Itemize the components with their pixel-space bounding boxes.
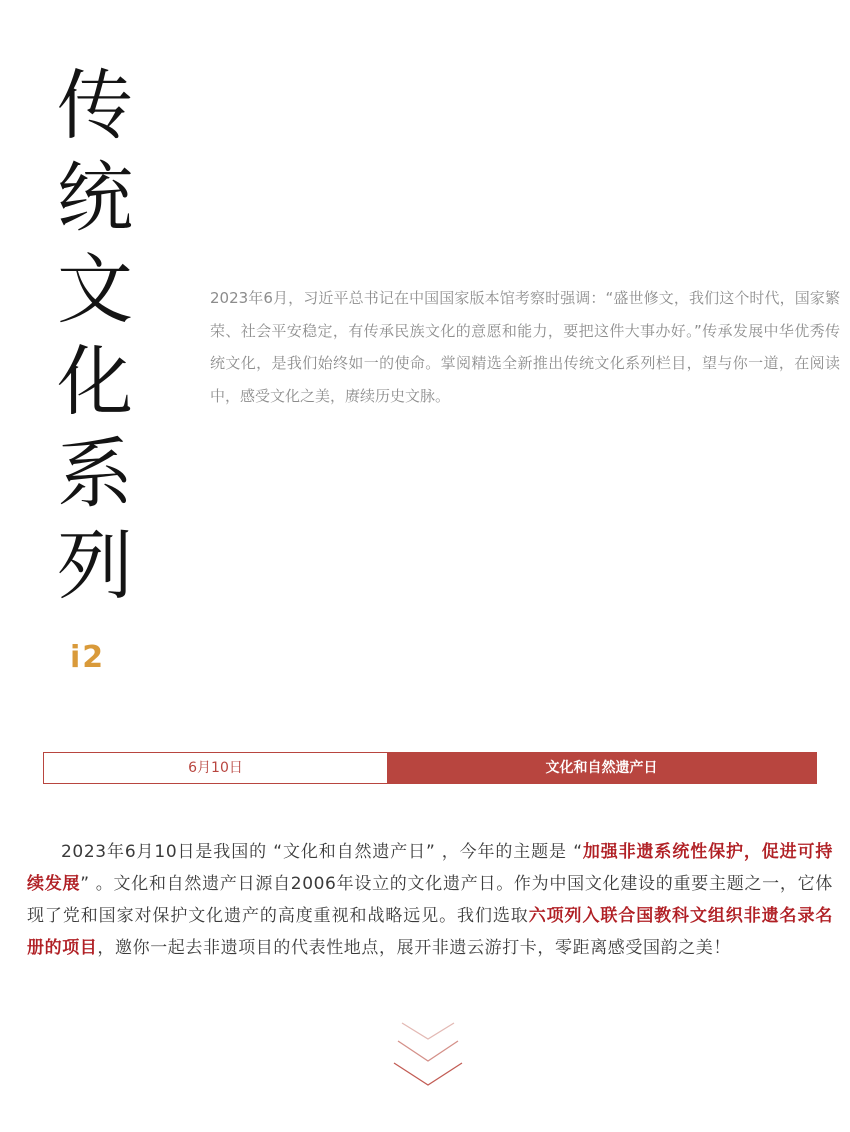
title-char: 化 [57,337,133,426]
tab-date: 6月10日 [44,753,387,783]
body-paragraph [27,836,833,964]
title-char: 传 [57,61,133,150]
body-text-part: ” 。文化和自然遗产日源自2006年设立的文化遗产日。作为中国文化建设的重要主题之一，它体现了党和国家对保护文化遗产的高度重视和战略远见。我们选取 [27,874,833,926]
date-event-bar [43,752,817,784]
chevron-down-icon [392,1015,464,1093]
title-char: 系 [57,429,133,518]
tab-event: 文化和自然遗产日 [387,753,816,783]
title-char: 统 [57,153,133,242]
title-char: 文 [57,245,133,334]
projects-highlight: 六项列入联合国教科文组织非遗名录名册的项目 [27,906,833,958]
title-char: 列 [57,521,133,610]
theme-highlight: 加强非遗系统性保护，促进可持续发展 [27,842,833,894]
body-text-part: ，邀你一起去非遗项目的代表性地点，展开非遗云游打卡，零距离感受国韵之美！ [97,938,732,958]
scroll-down-icon[interactable] [392,1015,464,1093]
vertical-title [50,60,140,612]
body-text-part: 2023年6月10日是我国的 “文化和自然遗产日” ，今年的主题是 “ [61,842,583,862]
intro-paragraph: 2023年6月，习近平总书记在中国国家版本馆考察时强调：“盛世修文，我们这个时代，国家繁荣、社会平安稳定，有传承民族文化的意愿和能力，要把这件大事办好。”传承发展中华优秀传统文化，是我们始终如一的使命。掌阅精选全新推出传统文化系列栏目，望与你一道，在阅读中，感受文化之美，赓续历史文脉。 [210,289,840,405]
series-number: i2 [70,640,106,675]
